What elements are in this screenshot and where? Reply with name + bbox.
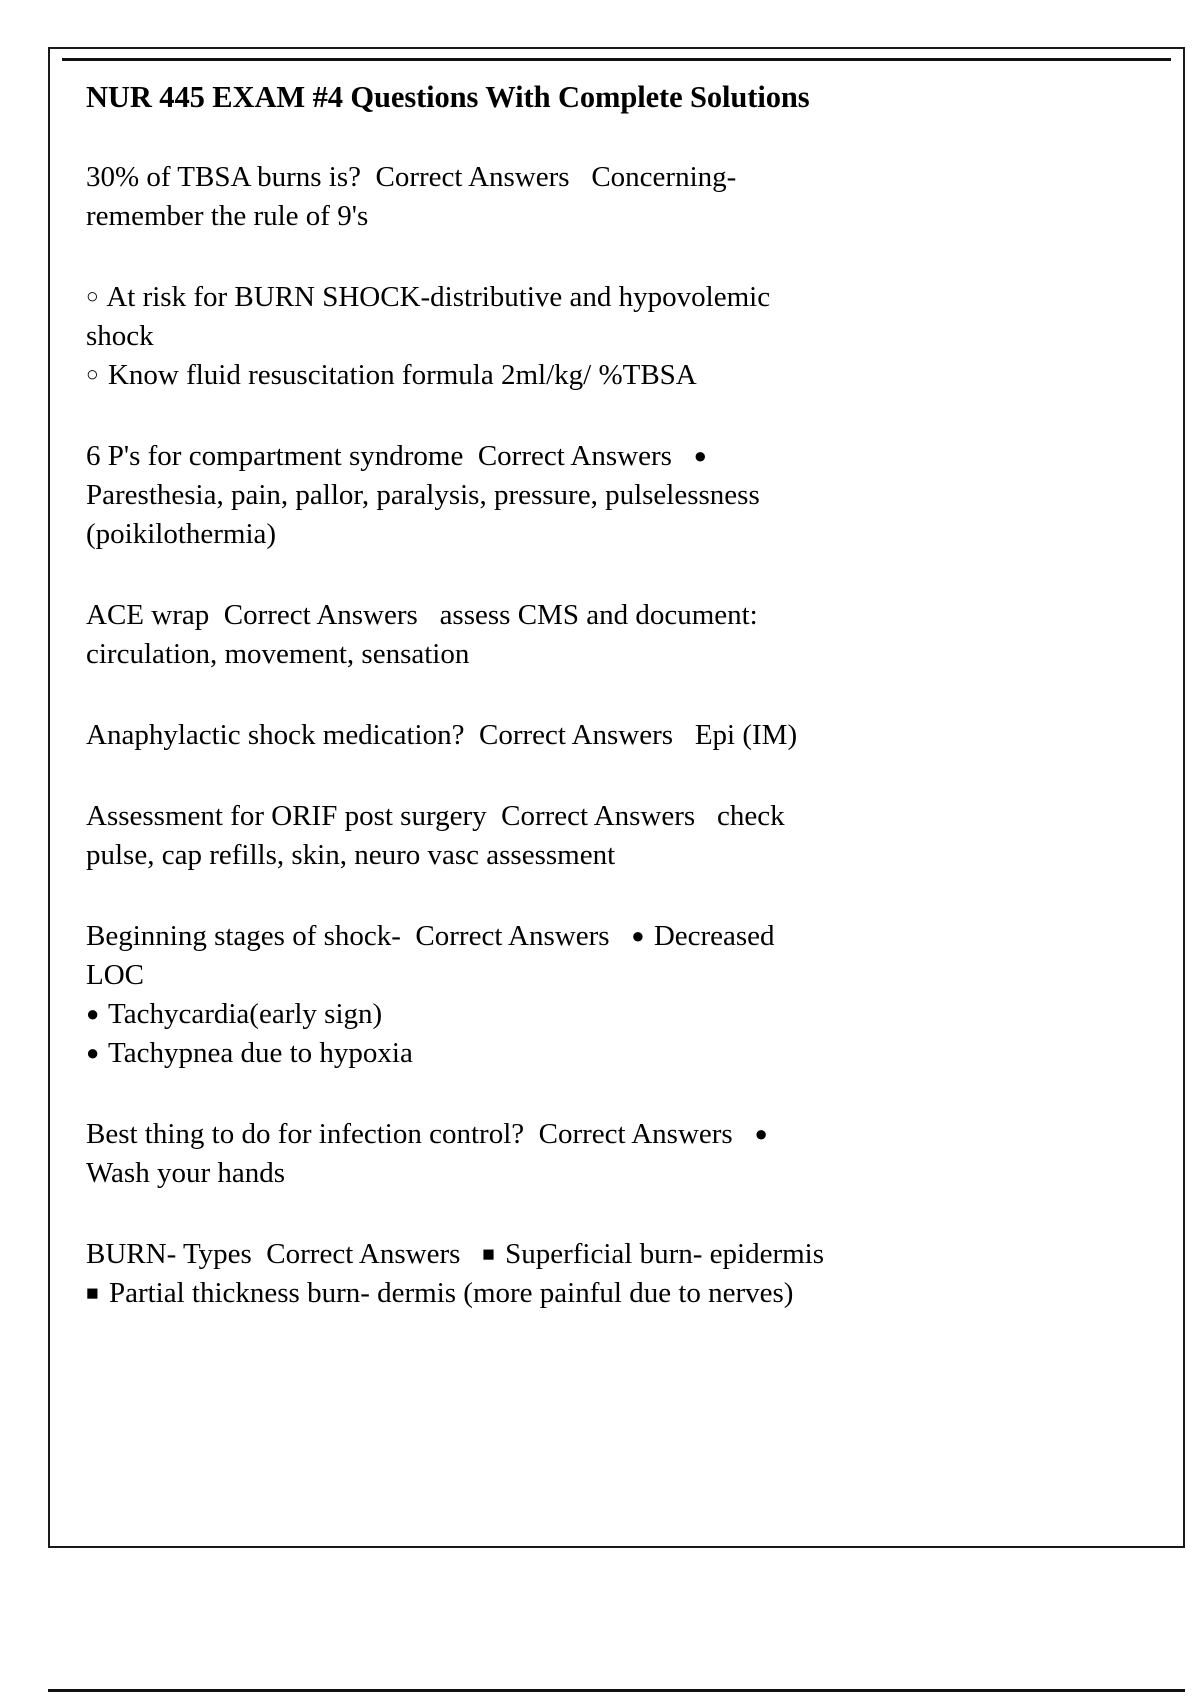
qa-block-infection-control	[86, 1115, 1061, 1193]
qa-block-burn-shock	[86, 278, 1061, 395]
qa-line: Anaphylactic shock medication? Correct Answers Epi (IM)	[86, 718, 798, 751]
qa-line	[86, 278, 1061, 317]
qa-block-ace-wrap	[86, 596, 1061, 674]
qa-line-text: At risk for BURN SHOCK-distributive and hypovolemic	[106, 280, 771, 313]
qa-line: shock	[86, 319, 154, 352]
open-circle-bullet-icon: ○	[86, 284, 99, 309]
qa-line	[86, 917, 1061, 956]
qa-line: pulse, cap refills, skin, neuro vasc assessment	[86, 838, 616, 871]
qa-block-orif-post-surgery-assessment	[86, 797, 1061, 875]
qa-line	[86, 356, 1061, 395]
qa-line-text: Know fluid resuscitation formula 2ml/kg/ %TBSA	[107, 358, 697, 391]
qa-line	[86, 1235, 1061, 1274]
qa-line-text: 6 P's for compartment syndrome Correct Answers	[86, 439, 687, 472]
document-text-body	[86, 78, 1061, 1313]
qa-line-text: BURN- Types Correct Answers	[86, 1237, 475, 1270]
qa-line-text: Tachypnea due to hypoxia	[108, 1036, 413, 1069]
open-circle-bullet-icon: ○	[86, 362, 99, 387]
page-top-rule	[62, 58, 1171, 61]
qa-line: (poikilothermia)	[86, 517, 277, 550]
qa-block-anaphylactic-shock-medication	[86, 716, 1061, 755]
qa-line	[86, 437, 1061, 476]
qa-line: circulation, movement, sensation	[86, 637, 470, 670]
qa-block-burn-types	[86, 1235, 1061, 1313]
qa-line: Wash your hands	[86, 1156, 286, 1189]
qa-line-text: Decreased	[653, 919, 775, 952]
qa-line-text: Beginning stages of shock- Correct Answers	[86, 919, 625, 952]
qa-line	[86, 1274, 1061, 1313]
square-bullet-icon: ■	[482, 1242, 495, 1267]
qa-line	[86, 995, 1061, 1034]
qa-line	[86, 1115, 1061, 1154]
square-bullet-icon: ■	[86, 1281, 99, 1306]
round-bullet-icon: ●	[754, 1120, 768, 1146]
qa-block-six-ps-compartment-syndrome	[86, 437, 1061, 554]
qa-line	[86, 1034, 1061, 1073]
next-page-top-rule	[48, 1689, 1185, 1692]
qa-line: remember the rule of 9's	[86, 199, 369, 232]
qa-line-text: Partial thickness burn- dermis (more painful due to nerves)	[108, 1276, 794, 1309]
round-bullet-icon: ●	[86, 1039, 100, 1065]
page-title: NUR 445 EXAM #4 Questions With Complete Solutions	[86, 80, 810, 114]
qa-line: 30% of TBSA burns is? Correct Answers Concerning-	[86, 160, 737, 193]
qa-line: Assessment for ORIF post surgery Correct Answers check	[86, 799, 785, 832]
qa-line-text: Tachycardia(early sign)	[108, 997, 383, 1030]
round-bullet-icon: ●	[86, 1000, 100, 1026]
qa-line: ACE wrap Correct Answers assess CMS and document:	[86, 598, 758, 631]
qa-line-text: Best thing to do for infection control? Correct Answers	[86, 1117, 748, 1150]
round-bullet-icon: ●	[631, 922, 645, 948]
qa-block-beginning-stages-of-shock	[86, 917, 1061, 1073]
qa-line-text: Superficial burn- epidermis	[505, 1237, 824, 1270]
round-bullet-icon: ●	[693, 442, 707, 468]
qa-line: LOC	[86, 958, 144, 991]
qa-block-tbsa-burns	[86, 158, 1061, 236]
qa-line: Paresthesia, pain, pallor, paralysis, pressure, pulselessness	[86, 478, 760, 511]
